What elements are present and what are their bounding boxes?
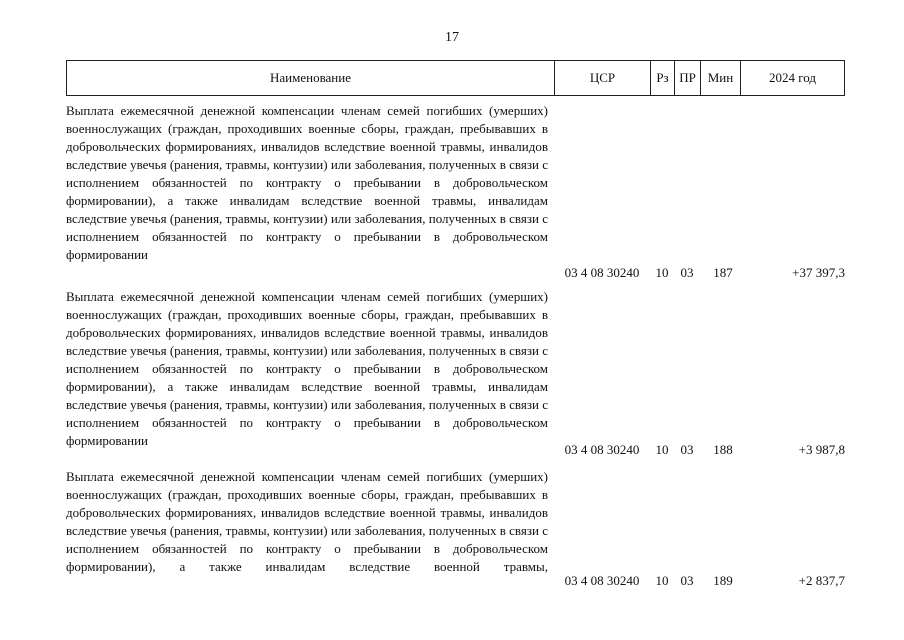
row-min: 187 xyxy=(713,265,733,280)
row-min: 188 xyxy=(713,442,733,457)
row-csr: 03 4 08 30240 xyxy=(564,265,640,280)
row-pr: 03 xyxy=(680,265,694,280)
row-codes xyxy=(554,441,845,459)
row-csr: 03 4 08 30240 xyxy=(564,573,640,588)
header-csr: ЦСР xyxy=(555,61,651,95)
header-year: 2024 год xyxy=(769,70,816,85)
header-name: Наименование xyxy=(67,61,555,95)
row-description: Выплата ежемесячной денежной компенсации членам семей погибших (умерших) военнослужащих (граждан, проходивших военные сборы, граждан, пребывавших в добровольческих формированиях, инвалидов вследствие военной травмы, инвалидов вследствие увечья (ранения, травмы, контузии) или заболевания, полученных в связи с исполнением обязанностей по контракту о пребывании в добровольческом формировании), а также инвалидам вследствие военной травмы, инвалидам вследствие увечья (ранения, травмы, контузии) или заболевания, полученных в связи с исполнением обязанностей по контракту о пребывании в добровольческом формировании xyxy=(66,103,548,262)
table-row xyxy=(66,468,845,640)
row-rz: 10 xyxy=(655,265,669,280)
row-min: 189 xyxy=(713,573,733,588)
row-description: Выплата ежемесячной денежной компенсации членам семей погибших (умерших) военнослужащих (граждан, проходивших военные сборы, граждан, пребывавших в добровольческих формированиях, инвалидов вследствие военной травмы, инвалидов вследствие увечья (ранения, травмы, контузии) или заболевания, полученных в связи с исполнением обязанностей по контракту о пребывании в добровольческом формировании), а также инвалидам вследствие военной травмы, инвалидам вследствие увечья (ранения, травмы, контузии) или заболевания, полученных в связи с исполнением обязанностей по контракту о пребывании в добровольческом формировании xyxy=(66,289,548,448)
row-description: Выплата ежемесячной денежной компенсации членам семей погибших (умерших) военнослужащих (граждан, проходивших военные сборы, граждан, пребывавших в добровольческих формированиях, инвалидов вследствие военной травмы, инвалидов вследствие увечья (ранения, травмы, контузии) или заболевания, полученных в связи с исполнением обязанностей по контракту о пребывании в добровольческом формировании), а также инвалидам вследствие военной травмы, xyxy=(66,469,548,574)
row-year-value: +37 397,3 xyxy=(792,265,845,280)
header-min: Мин xyxy=(701,61,741,95)
row-year-value: +2 837,7 xyxy=(798,573,845,588)
row-pr: 03 xyxy=(680,442,694,457)
row-csr: 03 4 08 30240 xyxy=(564,442,640,457)
page-number: 17 xyxy=(445,30,459,45)
header-pr: ПР xyxy=(675,61,701,95)
table-row xyxy=(66,288,845,468)
row-codes xyxy=(554,572,845,590)
row-year-value: +3 987,8 xyxy=(798,442,845,457)
table-row xyxy=(66,102,845,282)
header-rz: Рз xyxy=(651,61,675,95)
row-pr: 03 xyxy=(680,573,694,588)
row-codes xyxy=(554,264,845,282)
row-rz: 10 xyxy=(655,573,669,588)
table-header xyxy=(66,60,845,96)
row-rz: 10 xyxy=(655,442,669,457)
